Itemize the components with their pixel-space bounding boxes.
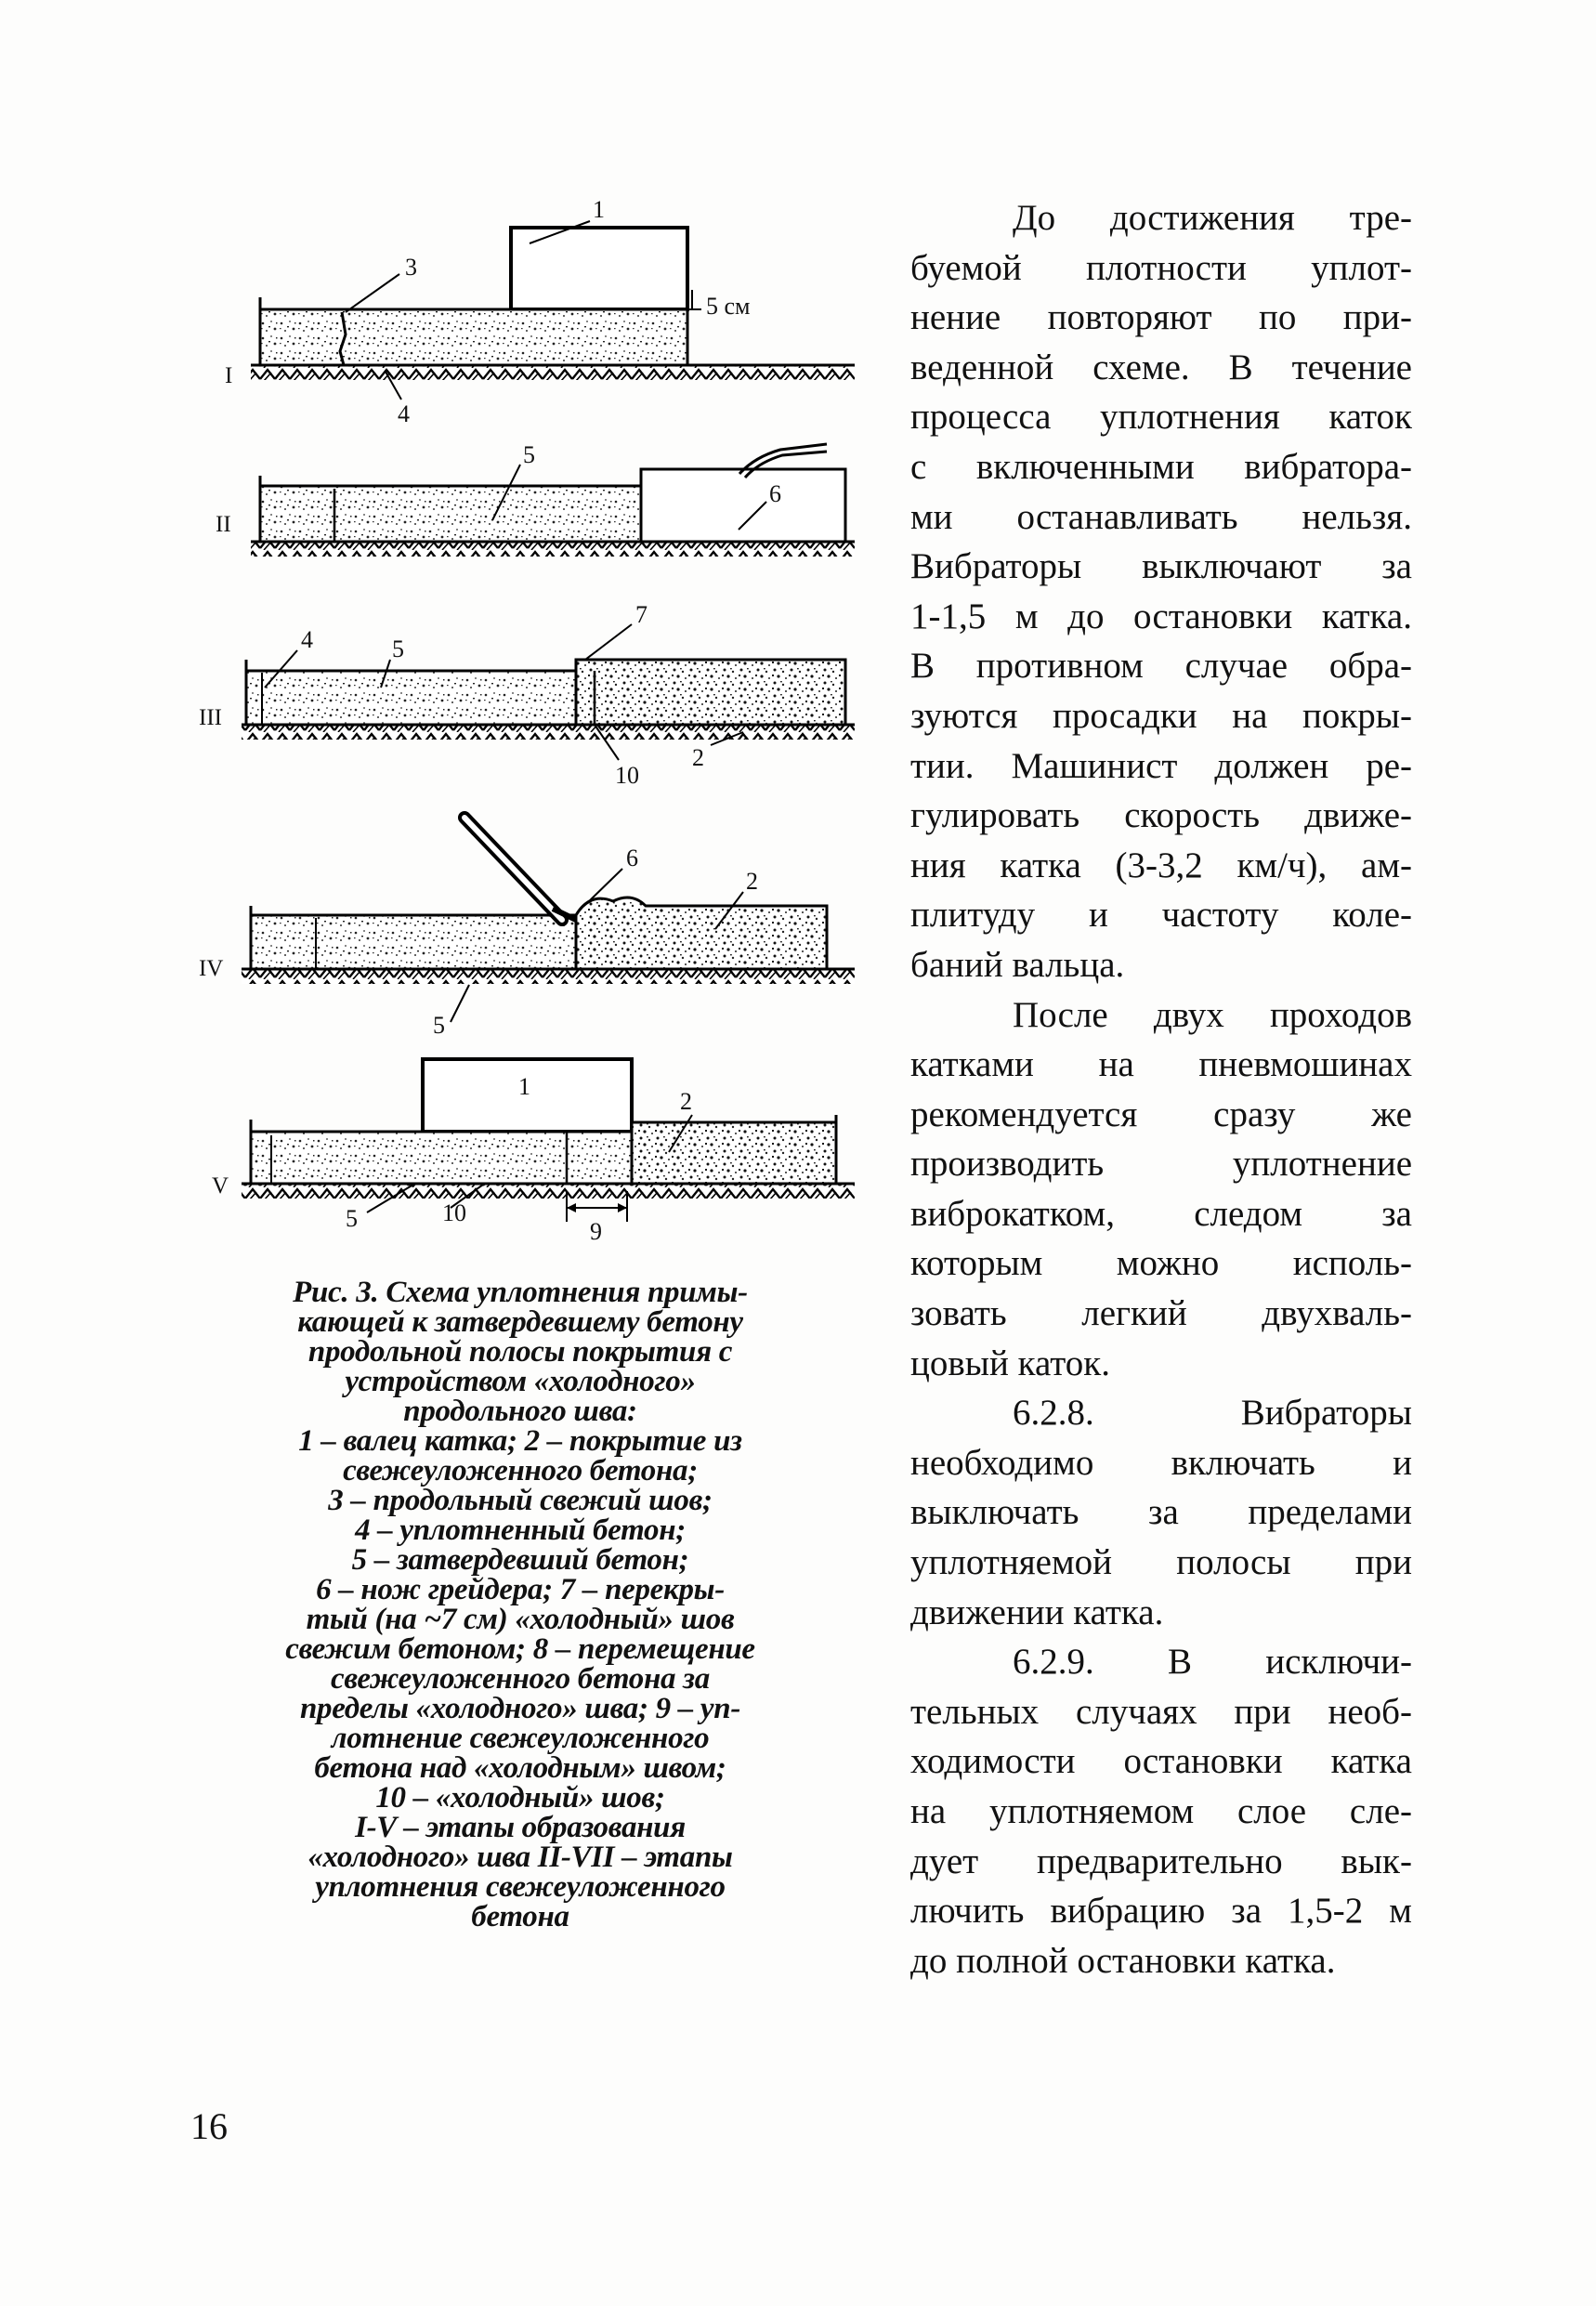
stage-2-drawing: [216, 441, 855, 557]
stage-5-drawing: [212, 1059, 855, 1245]
stage-3-drawing: [199, 601, 855, 789]
caption-line: 5 – затвердевший бетон;: [351, 1543, 689, 1577]
compaction-scheme-figure: [186, 186, 873, 1245]
text-line: на уплотняемом слое сле-: [910, 1791, 1412, 1831]
grader-blade-block: [641, 469, 845, 542]
text-line: процесса уплотнения каток: [910, 397, 1412, 438]
text-line: 6.2.8. Вибраторы: [1013, 1393, 1412, 1434]
text-line: цовый каток.: [910, 1343, 1110, 1383]
text-line: 6.2.9. В исключи-: [1013, 1642, 1412, 1683]
text-line: рекомендуется сразу же: [910, 1094, 1412, 1134]
text-line: В противном случае обра-: [910, 646, 1412, 687]
caption-line: свежеуложенного бетона;: [343, 1454, 698, 1487]
caption-line: бетона над «холодным» швом;: [314, 1751, 726, 1785]
text-line: баний вальца.: [910, 944, 1125, 985]
page-number: 16: [190, 2105, 228, 2147]
caption-line: свежеуложенного бетона за: [331, 1662, 710, 1696]
text-line: выключать за пределами: [910, 1492, 1412, 1533]
caption-line: продольной полосы покрытия с: [307, 1335, 733, 1369]
label-4: 4: [398, 400, 410, 427]
caption-line: 3 – продольный свежий шов;: [328, 1484, 713, 1517]
text-line: виброкатком, следом за: [910, 1193, 1412, 1234]
label-3: 3: [405, 254, 417, 281]
text-line: До достижения тре-: [1013, 198, 1412, 238]
hardened-concrete: [260, 486, 706, 542]
label-9: 9: [590, 1218, 602, 1245]
caption-line: пределы «холодного» шва; 9 – уп-: [299, 1692, 741, 1725]
text-line: нение повторяют по при-: [910, 297, 1412, 338]
text-line: ния катка (3-3,2 км/ч), ам-: [910, 845, 1412, 885]
stage-1-drawing: [225, 196, 855, 427]
text-line: до полной остановки катка.: [910, 1940, 1336, 1981]
text-line: веденной схеме. В течение: [910, 347, 1412, 387]
caption-line: I-V – этапы образования: [355, 1811, 686, 1844]
figure-caption: [200, 1277, 841, 1932]
text-line: Вибраторы выключают за: [910, 546, 1412, 587]
text-line: которым можно исполь-: [910, 1243, 1412, 1284]
text-line: лючить вибрацию за 1,5-2 м: [910, 1891, 1412, 1932]
stage-label-I: I: [225, 363, 233, 388]
text-line: с включенными вибратора-: [910, 446, 1412, 487]
label-5cm: 5 см: [706, 293, 751, 320]
label-4: 4: [301, 626, 313, 653]
label-10: 10: [615, 762, 639, 789]
text-line: производить уплотнение: [910, 1144, 1412, 1185]
text-line: тии. Машинист должен ре-: [910, 745, 1412, 786]
text-line: тельных случаях при необ-: [910, 1691, 1412, 1732]
stage-label-IV: IV: [199, 956, 224, 981]
soil-base: [251, 365, 855, 380]
caption-line: свежим бетоном; 8 – перемещение: [285, 1632, 755, 1666]
label-5: 5: [433, 1012, 445, 1039]
label-1: 1: [593, 196, 605, 223]
text-line: После двух проходов: [1013, 994, 1412, 1035]
text-line: дует предварительно вык-: [910, 1841, 1412, 1881]
label-6: 6: [626, 845, 638, 871]
body-text-column: [910, 193, 1412, 1985]
label-5: 5: [392, 635, 404, 662]
text-line: ми останавливать нельзя.: [910, 496, 1412, 537]
caption-line: уплотнения свежеуложенного: [315, 1870, 726, 1904]
stage-label-V: V: [212, 1173, 229, 1199]
caption-line: продольного шва:: [403, 1395, 637, 1428]
label-10: 10: [442, 1199, 466, 1226]
label-2: 2: [680, 1088, 692, 1115]
fresh-concrete-overlap: [576, 660, 845, 725]
label-5: 5: [346, 1205, 358, 1232]
label-6: 6: [769, 480, 781, 507]
text-line: буемой плотности уплот-: [910, 247, 1412, 288]
fresh-concrete: [260, 309, 687, 365]
text-line: движении катка.: [910, 1592, 1164, 1632]
text-line: уплотняемой полосы при: [910, 1542, 1412, 1583]
figure-drawing: [186, 186, 873, 1245]
label-7: 7: [635, 601, 648, 628]
caption-line: «холодного» шва II-VII – этапы: [307, 1841, 733, 1874]
text-line: ходимости остановки катка: [910, 1741, 1412, 1782]
caption-line: бетона: [471, 1900, 569, 1933]
caption-line: Рис. 3. Схема уплотнения примы-: [293, 1276, 748, 1309]
caption-line: тый (на ~7 см) «холодный» шов: [306, 1603, 735, 1636]
caption-line: 1 – валец катка; 2 – покрытие из: [298, 1424, 742, 1458]
caption-line: лотнение свежеуложенного: [331, 1722, 710, 1755]
text-line: зуются просадки на покры-: [910, 695, 1412, 736]
text-line: необходимо включать и: [910, 1442, 1412, 1483]
label-1: 1: [518, 1073, 530, 1100]
stage-label-II: II: [216, 512, 231, 537]
label-2: 2: [746, 868, 758, 895]
caption-line: устройством «холодного»: [345, 1365, 696, 1398]
label-2: 2: [692, 744, 704, 771]
caption-line: 6 – нож грейдера; 7 – перекры-: [316, 1573, 725, 1606]
label-5: 5: [523, 441, 535, 468]
caption-line: 10 – «холодный» шов;: [375, 1781, 665, 1815]
fresh-concrete-heap: [576, 898, 827, 969]
caption-line: 4 – уплотненный бетон;: [355, 1513, 686, 1547]
stage-4-drawing: [199, 818, 855, 1039]
stage-label-III: III: [199, 705, 222, 730]
text-line: катками на пневмошинах: [910, 1044, 1412, 1085]
text-line: гулировать скорость движе-: [910, 795, 1412, 836]
text-line: 1-1,5 м до остановки катка.: [910, 596, 1412, 636]
text-line: зовать легкий двухваль-: [910, 1293, 1412, 1334]
text-line: плитуду и частоту коле-: [910, 895, 1412, 936]
caption-line: кающей к затвердевшему бетону: [297, 1305, 743, 1339]
